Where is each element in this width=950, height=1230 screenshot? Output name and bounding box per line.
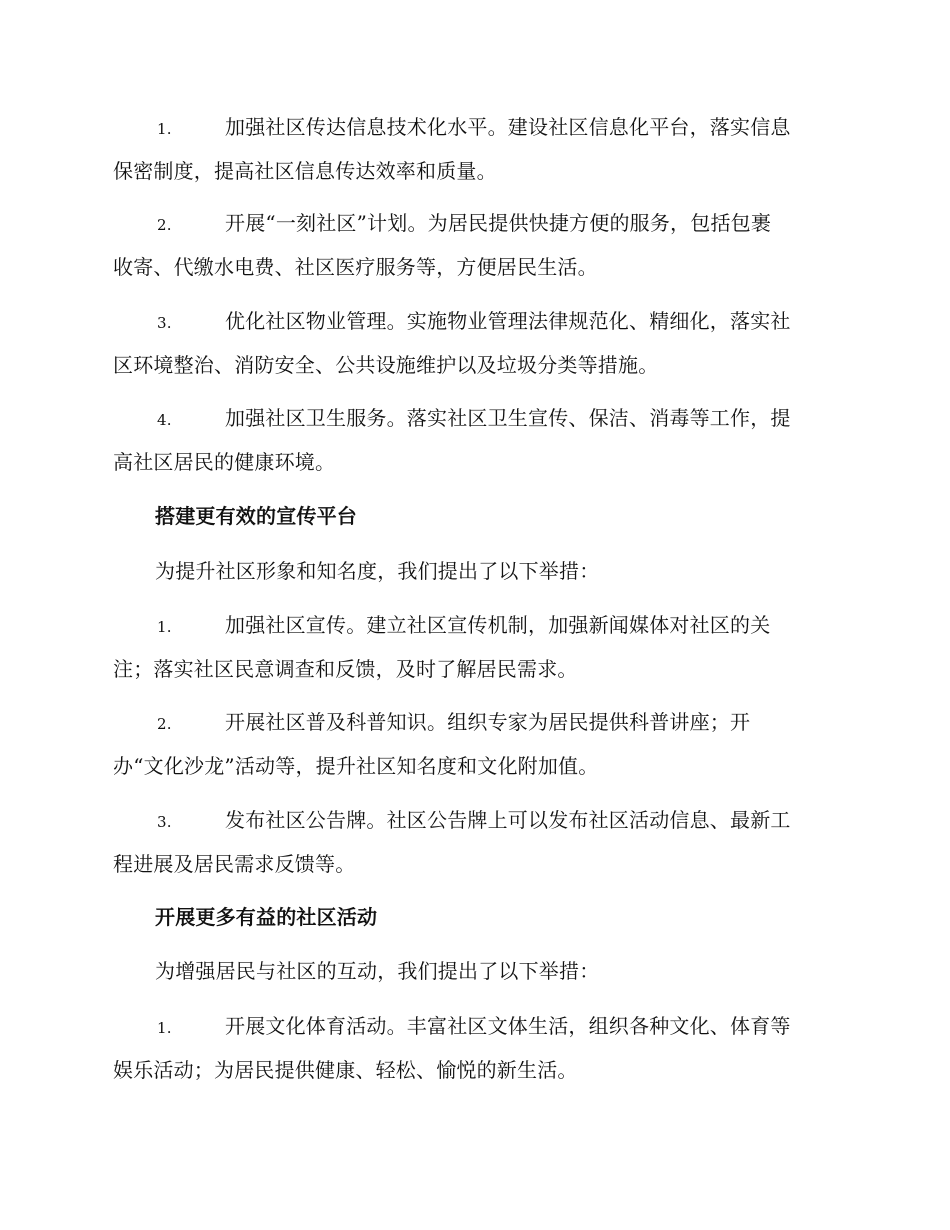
- list-item: [113, 1005, 833, 1091]
- list-item: [113, 799, 833, 885]
- list-number: 1.: [157, 618, 172, 636]
- list-text-line: 加强社区宣传。建立社区宣传机制，加强新闻媒体对社区的关: [225, 613, 771, 637]
- list-item: [113, 397, 833, 483]
- list-text-line: 娱乐活动；为居民提供健康、轻松、愉悦的新生活。: [113, 1058, 578, 1082]
- list-number: 3.: [157, 813, 172, 831]
- list-text-line: 收寄、代缴水电费、社区医疗服务等，方便居民生活。: [113, 255, 598, 279]
- list-text-line: 保密制度，提高社区信息传达效率和质量。: [113, 159, 497, 183]
- list-text-line: 开展“一刻社区”计划。为居民提供快捷方便的服务，包括包裹: [225, 211, 772, 235]
- section-intro: 为提升社区形象和知名度，我们提出了以下举措：: [155, 559, 600, 583]
- list-text-line: 优化社区物业管理。实施物业管理法律规范化、精细化，落实社: [225, 309, 791, 333]
- list-number: 4.: [157, 411, 172, 429]
- list-text-line: 加强社区卫生服务。落实社区卫生宣传、保洁、消毒等工作，提: [225, 406, 791, 430]
- list-text-line: 程进展及居民需求反馈等。: [113, 852, 356, 876]
- list-item: [113, 106, 833, 192]
- section-intro: 为增强居民与社区的互动，我们提出了以下举措：: [155, 959, 600, 983]
- list-number: 3.: [157, 314, 172, 332]
- list-text-line: 发布社区公告牌。社区公告牌上可以发布社区活动信息、最新工: [225, 808, 791, 832]
- list-item: [113, 300, 833, 386]
- list-item: [113, 202, 833, 288]
- list-text-line: 区环境整治、消防安全、公共设施维护以及垃圾分类等措施。: [113, 353, 659, 377]
- list-number: 1.: [157, 120, 172, 138]
- list-number: 1.: [157, 1019, 172, 1037]
- list-text-line: 办“文化沙龙”活动等，提升社区知名度和文化附加值。: [113, 754, 599, 778]
- list-text-line: 开展社区普及科普知识。组织专家为居民提供科普讲座；开: [225, 710, 751, 734]
- list-number: 2.: [157, 715, 172, 733]
- section-heading: 搭建更有效的宣传平台: [155, 504, 357, 528]
- list-text-line: 加强社区传达信息技术化水平。建设社区信息化平台，落实信息: [225, 115, 791, 139]
- list-item: [113, 701, 833, 787]
- list-number: 2.: [157, 216, 172, 234]
- list-text-line: 注；落实社区民意调查和反馈，及时了解居民需求。: [113, 657, 578, 681]
- list-text-line: 高社区居民的健康环境。: [113, 450, 336, 474]
- section-heading: 开展更多有益的社区活动: [155, 905, 378, 929]
- list-item: [113, 604, 833, 690]
- list-text-line: 开展文化体育活动。丰富社区文体生活，组织各种文化、体育等: [225, 1014, 791, 1038]
